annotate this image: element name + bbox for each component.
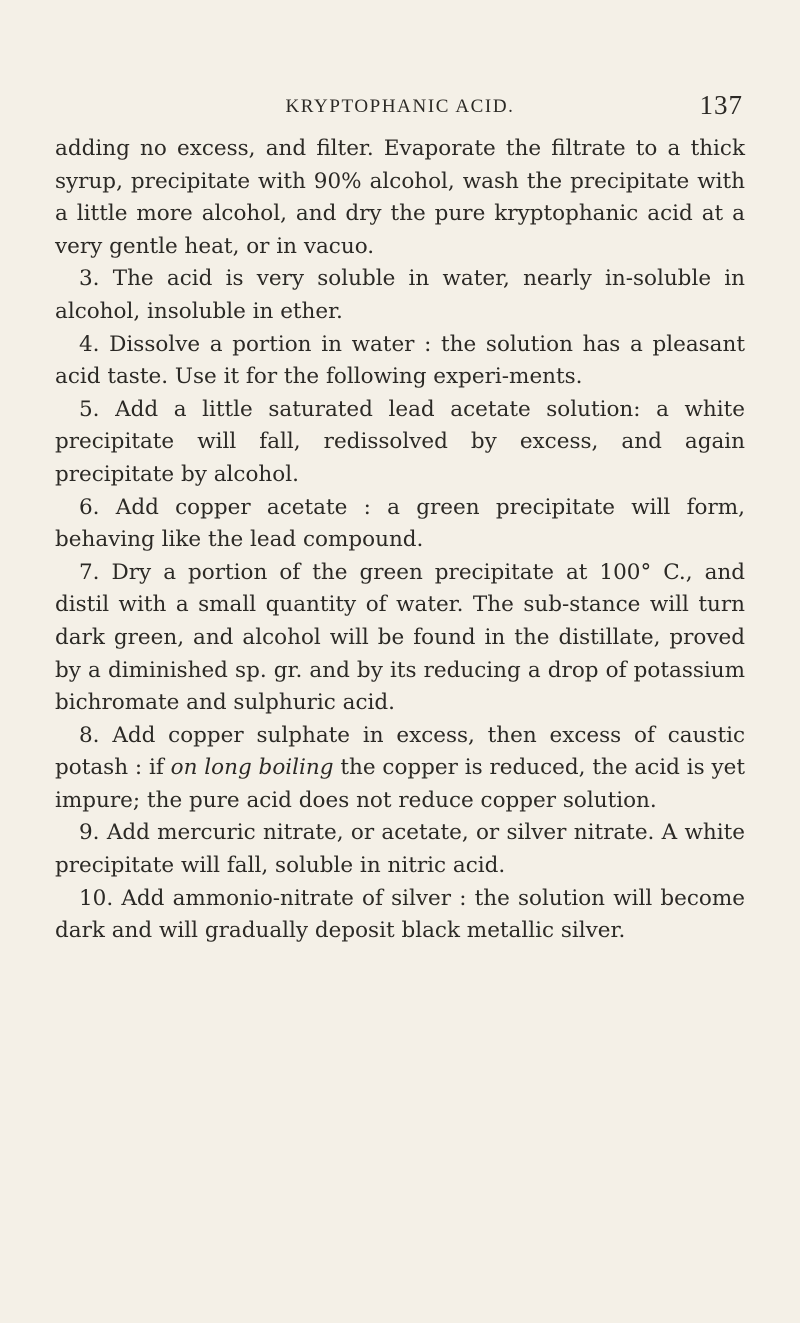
paragraph-step-6: 6. Add copper acetate : a green precipitate will form, behaving like the lead compound.: [55, 494, 745, 553]
body-text: [55, 133, 745, 948]
step-8-text-end: the copper is reduced, the acid is yet impure; the pure acid does not reduce copper solution.: [55, 755, 745, 813]
paragraph-step-9: 9. Add mercuric nitrate, or acetate, or silver nitrate. A white precipitate will fall, soluble in nitric acid.: [55, 820, 745, 879]
step-8-text-start: 8. Add copper sulphate in excess, then excess of caustic potash : if: [55, 722, 745, 781]
paragraph-step-5: 5. Add a little saturated lead acetate solution: a white precipitate will fall, redissolved by excess, and again precipitate by alcohol.: [55, 396, 745, 487]
step-8-italic-phrase: on long boiling: [170, 755, 334, 781]
running-title: KRYPTOPHANIC ACID.: [285, 96, 515, 117]
paragraph-step-3: 3. The acid is very soluble in water, nearly in-soluble in alcohol, insoluble in ether.: [55, 266, 745, 324]
paragraph-step-8: [55, 720, 745, 818]
page-number: 137: [699, 90, 743, 120]
paragraph-step-10: 10. Add ammonio-nitrate of silver : the solution will become dark and will gradually deposit black metallic silver.: [55, 885, 745, 944]
paragraph-step-4: 4. Dissolve a portion in water : the solution has a pleasant acid taste. Use it for the following experi-ments.: [55, 331, 745, 390]
paragraph-step-7: 7. Dry a portion of the green precipitate at 100° C., and distil with a small quantity of water. The sub-stance will turn dark green, and alcohol will be found in the distillate, proved by a diminished sp. gr. and by its reducing a drop of potassium bichromate and sulphuric acid.: [55, 559, 745, 716]
running-head: [55, 92, 745, 132]
paragraph-continuation: adding no excess, and filter. Evaporate the filtrate to a thick syrup, precipitate with 90% alcohol, wash the precipitate with a little more alcohol, and dry the pure kryptophanic acid at a very gentle heat, or in vacuo.: [55, 136, 745, 259]
